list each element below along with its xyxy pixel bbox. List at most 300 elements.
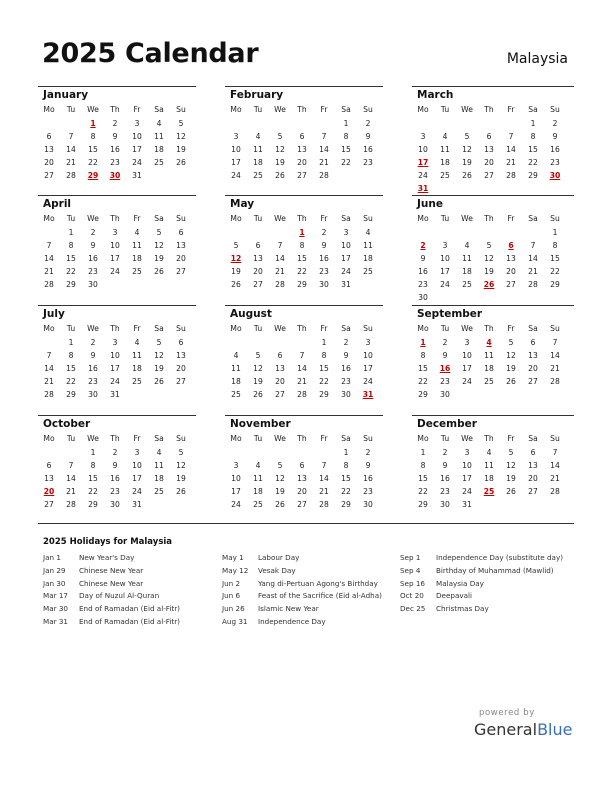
day-cell: 22 [297,267,307,276]
day-cell: 7 [46,351,52,360]
weekday-label: We [274,324,286,333]
day-cell: 14 [66,474,76,483]
day-cell: 21 [44,267,54,276]
day-cell: 9 [442,351,448,360]
month-name: September [417,308,483,320]
day-cell: 18 [484,364,494,373]
day-cell: 15 [66,254,76,263]
weekday-label: Th [110,214,120,223]
day-cell: 5 [255,351,261,360]
day-cell: 6 [46,461,52,470]
day-cell: 16 [88,254,98,263]
day-cell: 19 [506,364,516,373]
month-march [412,86,574,193]
day-cell: 3 [464,448,470,457]
day-cell: 7 [508,132,514,141]
day-cell: 22 [550,267,560,276]
day-cell: 14 [550,351,560,360]
day-cell: 18 [132,254,142,263]
weekday-header [412,322,570,335]
holiday-date: Jun 2 [222,578,241,588]
weekday-label: Su [550,324,560,333]
day-cell: 15 [418,474,428,483]
day-cell: 17 [231,487,241,496]
weekday-header [225,322,383,335]
day-cell: 12 [275,145,285,154]
weekday-label: Fr [507,434,515,443]
day-cell: 18 [154,474,164,483]
day-cell: 18 [363,254,373,263]
day-cell: 8 [420,351,426,360]
weekday-label: Su [176,434,186,443]
day-cell: 3 [134,119,140,128]
weekday-label: Tu [253,105,263,114]
day-cell: 6 [178,228,184,237]
day-cell: 4 [255,132,261,141]
weekday-label: Th [484,105,494,114]
day-cell: 28 [528,280,538,289]
day-cell: 10 [132,132,142,141]
weekday-label: Tu [253,214,263,223]
day-cell: 12 [154,241,164,250]
weekday-label: Mo [417,105,429,114]
day-cell: 19 [506,474,516,483]
day-cell: 21 [66,158,76,167]
day-cell: 3 [134,448,140,457]
holiday-name: End of Ramadan (Eid al-Fitr) [79,604,180,614]
day-cell: 12 [154,351,164,360]
weekday-label: Th [297,434,307,443]
day-cell: 26 [176,158,186,167]
day-cell: 19 [154,364,164,373]
weekday-header [38,103,196,116]
month-may [225,195,383,289]
holiday-date: Sep 4 [400,565,421,575]
day-cell: 25 [253,500,263,509]
day-cell: 1 [343,119,349,128]
day-cell: 28 [297,390,307,399]
month-february [225,86,383,180]
day-cell: 8 [68,241,74,250]
day-cell: 21 [319,487,329,496]
day-cell: 23 [440,487,450,496]
day-cell: 20 [44,158,54,167]
holiday-name: Independence Day (substitute day) [436,553,564,562]
day-cell: 25 [253,171,263,180]
day-cell: 5 [277,132,283,141]
day-cell: 2 [343,338,349,347]
day-cell: 18 [484,474,494,483]
day-cell: 10 [418,145,428,154]
day-cell: 28 [550,377,560,386]
month-december [412,415,574,509]
day-cell: 14 [319,145,329,154]
day-cell: 18 [154,145,164,154]
holiday-day: 29 [87,171,99,180]
day-cell: 21 [550,364,560,373]
day-cell: 14 [528,254,538,263]
day-cell: 12 [462,145,472,154]
holiday-date: Jan 30 [43,578,66,588]
weekday-header [225,212,383,225]
holiday-date: Aug 31 [222,616,248,626]
section-divider [38,523,574,524]
day-cell: 27 [176,377,186,386]
day-cell: 29 [319,390,329,399]
day-cell: 21 [275,267,285,276]
day-cell: 19 [275,487,285,496]
day-cell: 7 [552,338,558,347]
weekday-label: Fr [320,105,328,114]
day-cell: 23 [550,158,560,167]
day-cell: 20 [528,364,538,373]
day-cell: 29 [66,280,76,289]
day-cell: 26 [154,377,164,386]
day-cell: 8 [530,132,536,141]
day-cell: 4 [365,228,371,237]
day-cell: 31 [132,500,142,509]
month-august [225,305,383,399]
day-cell: 11 [231,364,241,373]
holiday-day: 1 [420,338,426,347]
weekday-label: Su [363,105,373,114]
day-cell: 2 [365,448,371,457]
day-cell: 27 [275,390,285,399]
day-cell: 27 [253,280,263,289]
day-cell: 3 [112,228,118,237]
day-cell: 23 [341,377,351,386]
country-label: Malaysia [506,51,568,67]
holiday-date: Jan 1 [43,553,61,562]
weekday-label: Fr [507,105,515,114]
day-cell: 24 [418,171,428,180]
day-cell: 11 [363,241,373,250]
month-name: October [43,418,91,430]
day-cell: 11 [253,145,263,154]
day-cell: 23 [88,267,98,276]
holiday-day: 30 [549,171,561,180]
holiday-name: Malaysia Day [436,578,484,588]
day-cell: 28 [44,280,54,289]
day-cell: 16 [363,474,373,483]
day-cell: 31 [341,280,351,289]
holiday-name: Birthday of Muhammad (Mawlid) [436,565,554,575]
day-cell: 9 [321,241,327,250]
day-cell: 14 [66,145,76,154]
day-cell: 13 [275,364,285,373]
month-name: November [230,418,291,430]
day-cell: 9 [365,461,371,470]
day-cell: 27 [528,487,538,496]
holiday-date: Dec 25 [400,604,426,614]
day-cell: 14 [319,474,329,483]
day-cell: 5 [464,132,470,141]
holiday-day: 20 [43,487,55,496]
holiday-name: New Year's Day [79,553,135,562]
day-cell: 28 [319,171,329,180]
day-cell: 4 [156,448,162,457]
weekday-label: Su [176,214,186,223]
day-cell: 22 [88,158,98,167]
day-cell: 16 [110,474,120,483]
day-cell: 25 [363,267,373,276]
holiday-name: Independence Day [258,616,326,626]
day-cell: 8 [420,461,426,470]
day-cell: 3 [233,461,239,470]
day-cell: 7 [552,448,558,457]
day-cell: 10 [440,254,450,263]
day-cell: 14 [506,145,516,154]
day-cell: 19 [275,158,285,167]
day-cell: 18 [132,364,142,373]
holiday-date: Oct 20 [400,591,424,601]
day-cell: 22 [341,487,351,496]
day-cell: 17 [462,364,472,373]
weekday-label: We [87,105,99,114]
holiday-name: Islamic New Year [258,604,319,614]
weekday-label: Tu [440,214,450,223]
weekday-label: Mo [230,105,242,114]
weekday-label: Su [363,324,373,333]
day-cell: 19 [176,474,186,483]
month-september [412,305,574,399]
day-cell: 27 [484,171,494,180]
day-cell: 26 [275,500,285,509]
day-cell: 19 [253,377,263,386]
day-cell: 13 [176,241,186,250]
day-cell: 18 [231,377,241,386]
holiday-name: Chinese New Year [79,578,144,588]
brand-logo[interactable] [474,720,572,739]
day-cell: 13 [176,351,186,360]
month-april [38,195,196,289]
day-cell: 26 [253,390,263,399]
day-cell: 22 [418,487,428,496]
weekday-label: Sa [528,434,538,443]
weekday-label: Th [484,434,494,443]
day-cell: 3 [464,338,470,347]
day-cell: 5 [508,448,514,457]
month-name: December [417,418,477,430]
weekday-label: Mo [43,324,55,333]
day-cell: 2 [90,338,96,347]
weekday-label: Th [297,214,307,223]
weekday-label: Th [110,105,120,114]
day-cell: 6 [530,448,536,457]
day-cell: 19 [462,158,472,167]
holiday-day: 31 [417,184,429,193]
day-cell: 20 [176,364,186,373]
day-cell: 6 [277,351,283,360]
day-cell: 1 [90,448,96,457]
day-cell: 11 [132,241,142,250]
weekday-label: Fr [133,214,141,223]
weekday-label: Sa [154,324,164,333]
day-cell: 7 [68,461,74,470]
day-cell: 27 [528,377,538,386]
weekday-label: We [274,434,286,443]
weekday-label: Mo [417,434,429,443]
day-cell: 18 [462,267,472,276]
day-cell: 18 [253,487,263,496]
day-cell: 5 [156,338,162,347]
day-cell: 8 [552,241,558,250]
weekday-label: We [461,105,473,114]
day-cell: 30 [319,280,329,289]
weekday-label: Fr [507,324,515,333]
day-cell: 2 [112,448,118,457]
day-cell: 7 [530,241,536,250]
weekday-label: Sa [528,105,538,114]
day-cell: 16 [550,145,560,154]
day-cell: 11 [132,351,142,360]
month-name: June [417,198,443,210]
day-cell: 20 [176,254,186,263]
day-cell: 22 [88,487,98,496]
day-cell: 14 [44,254,54,263]
weekday-label: Sa [528,214,538,223]
weekday-label: Su [363,214,373,223]
holiday-date: Jun 6 [222,591,241,601]
day-cell: 13 [297,145,307,154]
day-cell: 24 [231,171,241,180]
day-cell: 15 [341,474,351,483]
month-november [225,415,383,509]
day-cell: 10 [363,351,373,360]
weekday-label: Sa [154,214,164,223]
weekday-label: Th [110,324,120,333]
day-cell: 21 [319,158,329,167]
day-cell: 4 [486,448,492,457]
day-cell: 29 [550,280,560,289]
day-cell: 9 [90,241,96,250]
day-cell: 24 [440,280,450,289]
month-name: April [43,198,72,210]
holiday-day: 1 [90,119,96,128]
day-cell: 9 [90,351,96,360]
day-cell: 17 [110,364,120,373]
day-cell: 5 [233,241,239,250]
day-cell: 26 [506,487,516,496]
day-cell: 6 [46,132,52,141]
day-cell: 3 [442,241,448,250]
day-cell: 5 [156,228,162,237]
day-cell: 28 [275,280,285,289]
holiday-date: Sep 1 [400,553,421,562]
weekday-label: Tu [253,324,263,333]
day-cell: 11 [154,461,164,470]
holiday-name: Yang di-Pertuan Agong's Birthday [258,578,378,588]
day-cell: 4 [442,132,448,141]
day-cell: 13 [44,474,54,483]
day-cell: 23 [440,377,450,386]
holiday-date: Jan 29 [43,565,66,575]
day-cell: 13 [528,461,538,470]
day-cell: 10 [110,241,120,250]
weekday-label: Fr [320,214,328,223]
weekday-label: Mo [43,105,55,114]
holiday-day: 25 [483,487,495,496]
holiday-name: Chinese New Year [79,565,144,575]
day-cell: 21 [528,267,538,276]
day-cell: 13 [297,474,307,483]
weekday-label: Mo [417,214,429,223]
day-cell: 27 [176,267,186,276]
day-cell: 12 [253,364,263,373]
weekday-label: Fr [507,214,515,223]
day-cell: 9 [343,351,349,360]
day-cell: 11 [462,254,472,263]
day-cell: 1 [321,338,327,347]
day-cell: 30 [418,293,428,302]
weekday-label: We [87,324,99,333]
weekday-label: Mo [43,434,55,443]
day-cell: 3 [343,228,349,237]
month-name: May [230,198,255,210]
day-cell: 2 [365,119,371,128]
day-cell: 6 [299,461,305,470]
day-cell: 14 [275,254,285,263]
weekday-label: Sa [154,105,164,114]
day-cell: 19 [176,145,186,154]
day-cell: 29 [418,390,428,399]
weekday-label: Fr [133,105,141,114]
weekday-label: Sa [154,434,164,443]
weekday-label: Mo [230,434,242,443]
day-cell: 27 [297,500,307,509]
day-cell: 20 [297,487,307,496]
day-cell: 30 [341,390,351,399]
brand-general: General [474,720,538,739]
day-cell: 19 [231,267,241,276]
day-cell: 25 [231,390,241,399]
day-cell: 15 [297,254,307,263]
day-cell: 26 [176,487,186,496]
day-cell: 1 [68,338,74,347]
day-cell: 23 [110,487,120,496]
day-cell: 3 [112,338,118,347]
holiday-day: 1 [299,228,305,237]
day-cell: 24 [132,158,142,167]
day-cell: 22 [319,377,329,386]
day-cell: 6 [486,132,492,141]
holiday-date: Sep 16 [400,578,425,588]
day-cell: 20 [253,267,263,276]
day-cell: 17 [341,254,351,263]
weekday-header [38,212,196,225]
day-cell: 23 [363,487,373,496]
day-cell: 1 [552,228,558,237]
day-cell: 24 [341,267,351,276]
month-october [38,415,196,509]
weekday-label: Tu [66,105,76,114]
holiday-date: May 1 [222,553,244,562]
weekday-label: We [274,214,286,223]
day-cell: 25 [154,487,164,496]
day-cell: 2 [112,119,118,128]
weekday-label: Th [110,434,120,443]
weekday-label: Tu [253,434,263,443]
weekday-label: Su [550,214,560,223]
day-cell: 12 [275,474,285,483]
day-cell: 25 [484,377,494,386]
day-cell: 2 [442,338,448,347]
day-cell: 1 [343,448,349,457]
day-cell: 8 [68,351,74,360]
day-cell: 31 [462,500,472,509]
day-cell: 13 [506,254,516,263]
weekday-label: Tu [66,324,76,333]
